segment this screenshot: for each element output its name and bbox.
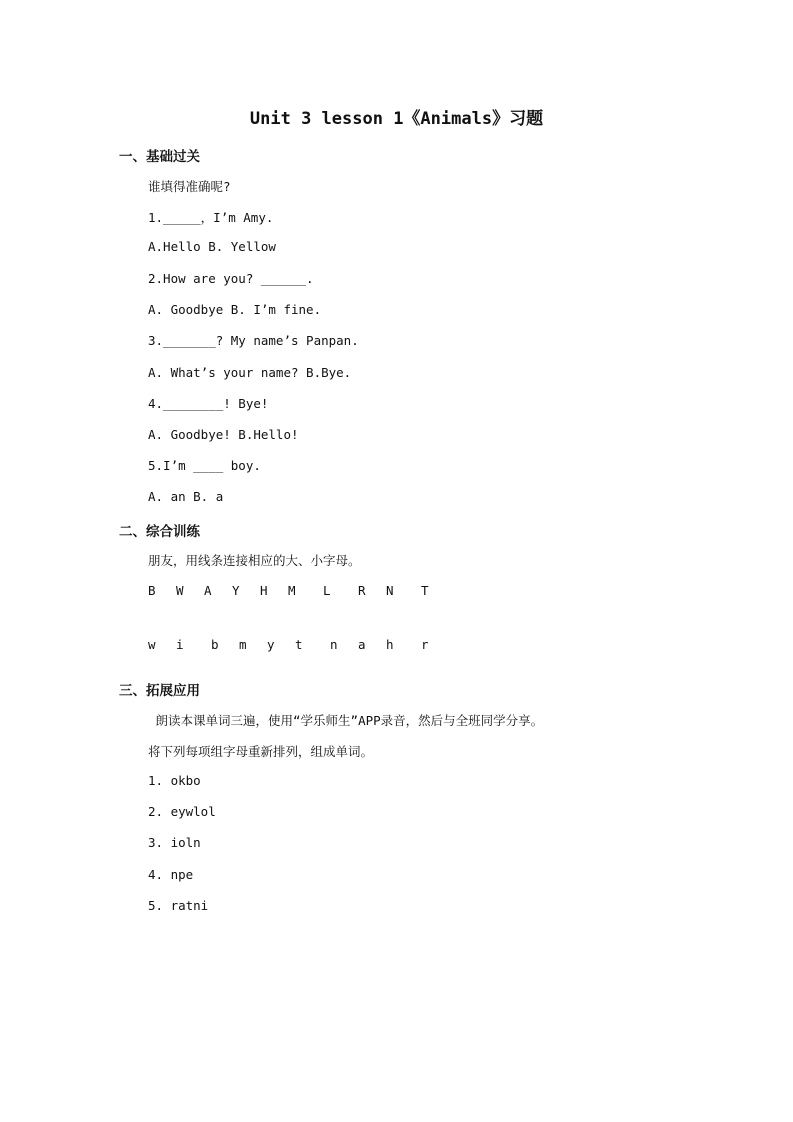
question-5: 5.I’m ____ boy. [148, 458, 261, 473]
lowercase-letter: h [386, 637, 394, 652]
lowercase-letter-row [148, 637, 448, 653]
lowercase-letter: w [148, 637, 156, 652]
lowercase-letter: n [330, 637, 338, 652]
uppercase-letter: H [260, 583, 268, 598]
uppercase-letter: A [204, 583, 212, 598]
lowercase-letter: y [267, 637, 275, 652]
lowercase-letter: t [295, 637, 303, 652]
scrambled-word-1: 1. okbo [148, 773, 201, 788]
uppercase-letter: N [386, 583, 394, 598]
instruction-line: 将下列每项组字母重新排列，组成单词。 [148, 744, 374, 759]
options-1: A.Hello B. Yellow [148, 239, 276, 254]
uppercase-letter: Y [232, 583, 240, 598]
scrambled-word-4: 4. npe [148, 867, 194, 882]
lowercase-letter: m [239, 637, 247, 652]
instruction-line: 谁填得准确呢? [148, 179, 231, 194]
options-4: A. Goodbye! B.Hello! [148, 427, 299, 442]
lowercase-letter: a [358, 637, 366, 652]
section-heading-application: 三、拓展应用 [119, 683, 200, 699]
question-4: 4.________! Bye! [148, 396, 269, 411]
lowercase-letter: r [421, 637, 429, 652]
uppercase-letter: M [288, 583, 296, 598]
uppercase-letter: W [176, 583, 184, 598]
uppercase-letter: B [148, 583, 156, 598]
options-2: A. Goodbye B. I’m fine. [148, 302, 322, 317]
uppercase-letter: T [421, 583, 429, 598]
lowercase-letter: i [176, 637, 184, 652]
uppercase-letter-row [148, 583, 448, 599]
lowercase-letter: b [211, 637, 219, 652]
options-3: A. What’s your name? B.Bye. [148, 365, 352, 380]
uppercase-letter: R [358, 583, 366, 598]
instruction-line: 朋友，用线条连接相应的大、小字母。 [148, 553, 361, 568]
scrambled-word-3: 3. ioln [148, 835, 201, 850]
scrambled-word-2: 2. eywlol [148, 804, 216, 819]
uppercase-letter: L [323, 583, 331, 598]
question-3: 3._______? My name’s Panpan. [148, 333, 359, 348]
instruction-line: 朗读本课单词三遍，使用“学乐师生”APP录音，然后与全班同学分享。 [148, 713, 544, 728]
scrambled-word-5: 5. ratni [148, 898, 209, 913]
page-title: Unit 3 lesson 1《Animals》习题 [249, 109, 544, 129]
question-1: 1._____，I’m Amy. [148, 210, 274, 225]
question-2: 2.How are you? ______. [148, 271, 314, 286]
section-heading-basic: 一、基础过关 [119, 149, 200, 165]
options-5: A. an B. a [148, 489, 224, 504]
section-heading-practice: 二、综合训练 [119, 524, 200, 540]
